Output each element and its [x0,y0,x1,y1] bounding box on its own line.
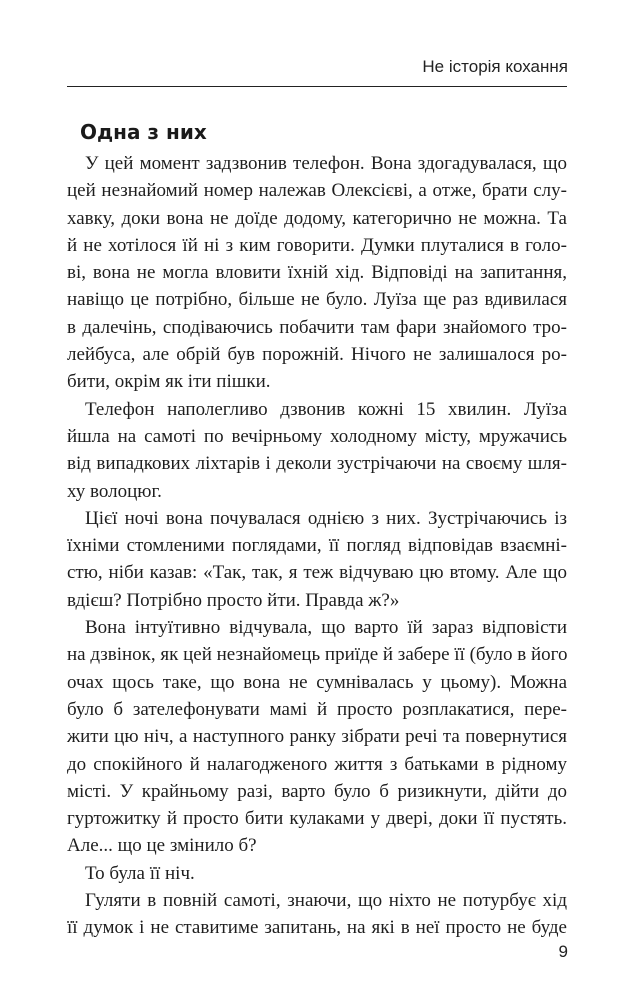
text-line: лейбуса, але обрій був порожній. Нічого не залишалося ро- [67,344,567,366]
page-number: 9 [558,942,568,961]
text-line: Телефон наполегливо дзвонив кожні 15 хвилин. Луїза [85,398,567,420]
body-text [67,150,567,942]
text-line: Цієї ночі вона почувалася однією з них. Зустрічаючись із [85,507,567,529]
text-line: на дзвінок, як цей незнайомець приїде й забере її (було в його [67,644,568,666]
text-line: жити цю ніч, а наступного ранку зібрати речі та повернутися [67,726,567,748]
text-line: То була її ніч. [85,862,195,884]
text-line: очах щось таке, що вона не сумнівалась у цьому). Можна [67,671,567,693]
text-line: до спокійного й налагодженого життя з батьками в рідному [67,753,567,775]
text-line: й не хотілося їй ні з ким говорити. Думки плуталися в голо- [67,234,567,256]
text-line: ху волоцюг. [67,480,162,502]
running-head: Не історія кохання [422,57,568,76]
text-line: стю, ніби казав: «Так, так, я теж відчуваю цю втому. Але що [67,562,567,584]
text-line: було б зателефонувати мамі й просто розплакатися, пере- [67,698,567,720]
text-line: Гуляти в повній самоті, знаючи, що ніхто не потурбує хід [85,890,567,912]
text-line: від випадкових ліхтарів і деколи зустрічаючи на своєму шля- [67,453,567,475]
chapter-title: Одна з них [80,120,207,144]
text-line: гуртожитку й просто бити кулаками у двері, доки її пустять. [67,808,567,830]
text-line: навіщо це потрібно, більше не було. Луїза ще раз вдивилася [67,289,567,311]
text-line: її думок і не ставитиме запитань, на які в неї просто не буде [67,917,567,939]
text-line: бити, окрім як іти пішки. [67,371,271,393]
text-line: йшла на самоті по вечірньому холодному місту, мружачись [67,425,567,447]
text-line: Вона інтуїтивно відчувала, що варто їй зараз відповісти [85,617,567,639]
text-line: в далечінь, сподіваючись побачити там фари знайомого тро- [67,316,567,338]
text-line: вдієш? Потрібно просто йти. Правда ж?» [67,589,400,611]
text-line: місті. У крайньому разі, варто було б ризикнути, дійти до [67,780,567,802]
text-line: цей незнайомий номер належав Олексієві, а отже, брати слу- [67,180,567,202]
text-line: ві, вона не могла вловити їхній хід. Відповіді на запитання, [67,262,567,284]
text-line: Але... що це змінило б? [67,835,257,857]
header-rule [67,86,567,87]
text-line: хавку, доки вона не доїде додому, категорично не можна. Та [67,207,567,229]
text-line: їхніми стомленими поглядами, її погляд відповідав взаємні- [67,535,567,557]
text-line: У цей момент задзвонив телефон. Вона здогадувалася, що [85,153,567,174]
